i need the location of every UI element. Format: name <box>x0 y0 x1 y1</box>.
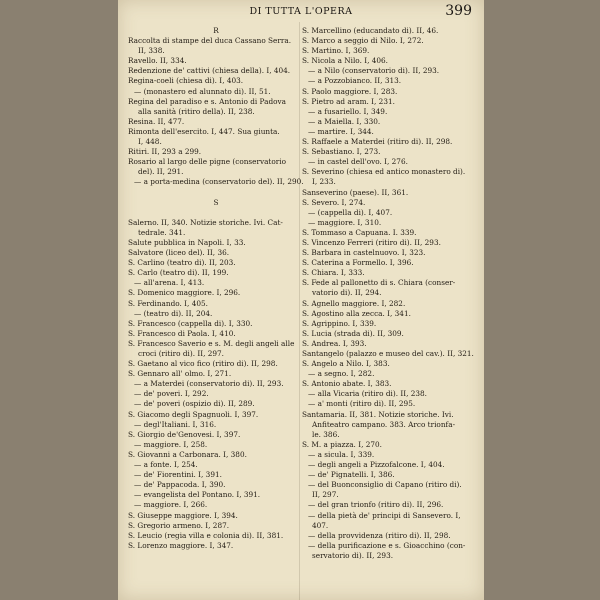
index-entry: Anfiteatro campano. 383. Arco trionfa- <box>312 419 456 429</box>
index-entry: S. Barbara in castelnuovo. I, 323. <box>302 248 426 258</box>
index-entry: — a porta-medina (conservatorio del). II, 290. <box>134 177 304 187</box>
index-entry: S. Domenico maggiore. I, 296. <box>128 288 241 298</box>
index-entry: tedrale. 341. <box>138 227 186 237</box>
index-entry: — in castel dell'ovo. I, 276. <box>308 157 408 167</box>
index-entry: S. Marco a seggio di Nilo. I, 272. <box>302 36 424 46</box>
index-entry: Salerno. II, 340. Notizie storiche. Ivi. Cat- <box>128 217 283 227</box>
index-entry: Ravello. II, 334. <box>128 56 187 66</box>
index-entry: — a' monti (ritiro di). II, 295. <box>308 399 416 409</box>
index-entry: Santangelo (palazzo e museo del cav.). II, 321. <box>302 349 474 358</box>
index-entry: Ritiri. II, 293 a 299. <box>128 147 202 157</box>
index-entry: — alla Vicaria (ritiro di). II, 238. <box>308 389 427 399</box>
index-entry: — all'arena. I, 413. <box>134 278 205 288</box>
running-header <box>118 6 484 22</box>
index-entry: del). II, 291. <box>138 167 184 177</box>
index-entry: S. Paolo maggiore. I, 283. <box>302 86 398 96</box>
section-letter: S <box>213 197 219 207</box>
index-entry: S. Lucia (strada di). II, 309. <box>302 328 404 338</box>
index-entry: S. Francesco Saverio e s. M. degli angeli alle <box>128 338 295 348</box>
index-entry: — de' poveri. I, 292. <box>134 389 209 399</box>
index-entry: Regina-coeli (chiesa di). I, 403. <box>128 76 244 86</box>
index-entry: S. Gaetano al vico fico (ritiro di). II, 298. <box>128 359 278 369</box>
index-entry: S. Agrippino. I, 339. <box>302 318 377 328</box>
index-entry: II, 297. <box>312 490 339 500</box>
index-column-left <box>128 26 304 551</box>
index-entry: S. Andrea. I, 393. <box>302 338 367 348</box>
index-entry: — a Nilo (conservatorio di). II, 293. <box>308 66 440 76</box>
index-entry: — maggiore. I, 310. <box>308 217 382 227</box>
index-entry: — martire. I, 344. <box>308 126 374 136</box>
index-entry: S. Tommaso a Capuana. I. 339. <box>302 227 417 237</box>
index-column-right <box>302 26 478 561</box>
index-entry: S. Giuseppe maggiore. I, 394. <box>128 510 238 520</box>
index-entry: — della pietà de' principi di Sansevero. I, <box>308 510 461 520</box>
index-entry: — a Pozzobianco. II, 313. <box>308 76 402 86</box>
index-entry: — a Maiella. I, 330. <box>308 116 381 126</box>
index-entry: — del gran trionfo (ritiro di). II, 296. <box>308 500 444 510</box>
index-entry: — de' Pappacoda. I, 390. <box>134 480 226 490</box>
index-entry: — (teatro di). II, 204. <box>134 308 213 318</box>
index-entry: S. Ferdinando. I, 405. <box>128 298 208 308</box>
index-entry: S. M. a piazza. I, 270. <box>302 439 382 449</box>
index-entry: — evangelista del Pontano. I, 391. <box>134 490 261 500</box>
index-entry: — della provvidenza (ritiro di). II, 298. <box>308 530 451 540</box>
index-entry: S. Carlo (teatro di). II, 199. <box>128 268 229 278</box>
index-entry: Resina. II, 477. <box>128 116 185 126</box>
index-entry: S. Marcellino (educandato di). II, 46. <box>302 26 439 35</box>
index-entry: vatorio di). II, 294. <box>312 288 382 298</box>
index-entry: — a segno. I, 282. <box>308 369 375 379</box>
index-entry: S. Nicola a Nilo. I, 406. <box>302 56 388 66</box>
index-entry: Salvatore (liceo del). II, 36. <box>128 248 230 258</box>
index-entry: — maggiore. I, 258. <box>134 439 208 449</box>
index-entry: alla sanità (ritiro della). II, 238. <box>138 106 255 116</box>
index-entry: S. Vincenzo Ferreri (ritiro di). II, 293. <box>302 237 441 247</box>
index-entry: S. Giacomo degli Spagnuoli. I, 397. <box>128 409 259 419</box>
index-entry: S. Antonio abate. I, 383. <box>302 379 392 389</box>
index-entry: — (monastero ed alunnato di). II, 51. <box>134 86 271 96</box>
index-entry: S. Pietro ad aram. I, 231. <box>302 96 395 106</box>
index-entry: Santamaria. II, 381. Notizie storiche. Ivi. <box>302 409 454 419</box>
index-entry: — a fonte. I, 254. <box>134 460 198 470</box>
index-entry: — de' poveri (ospizio di). II, 289. <box>134 399 255 409</box>
index-entry: servatorio di). II, 293. <box>312 550 394 560</box>
index-entry: — degl'Italiani. I, 316. <box>134 419 217 429</box>
book-page <box>118 0 484 600</box>
index-entry: Salute pubblica in Napoli. I, 33. <box>128 237 246 247</box>
index-entry: — (cappella di). I, 407. <box>308 207 393 217</box>
index-entry: — del Buonconsiglio di Capano (ritiro di). <box>308 480 462 490</box>
index-entry: S. Gregorio armeno. I, 287. <box>128 520 230 530</box>
index-entry: S. Giovanni a Carbonara. I, 380. <box>128 449 247 459</box>
index-entry: S. Agnello maggiore. I, 282. <box>302 298 406 308</box>
section-letter: R <box>213 26 219 35</box>
index-entry: — a Materdei (conservatorio di). II, 293. <box>134 379 284 389</box>
index-entry: S. Fede al pallonetto di s. Chiara (conser- <box>302 278 456 288</box>
index-entry: S. Carlino (teatro di). II, 203. <box>128 258 236 268</box>
index-entry <box>128 208 304 218</box>
page-number: 399 <box>445 3 472 19</box>
index-entry: II, 338. <box>138 46 165 56</box>
index-entry: S. Agostino alla zecca. I, 341. <box>302 308 411 318</box>
index-entry: S. Martino. I, 369. <box>302 46 370 56</box>
index-entry: S. Chiara. I, 333. <box>302 268 365 278</box>
header-title: DI TUTTA L'OPERA <box>249 6 353 17</box>
index-entry: S. Caterina a Formello. I, 396. <box>302 258 414 268</box>
index-entry: le. 386. <box>312 429 340 439</box>
index-entry <box>128 188 304 198</box>
index-entry: — a fusariello. I, 349. <box>308 106 388 116</box>
index-entry: Sanseverino (paese). II, 361. <box>302 187 409 197</box>
index-entry: S. Francesco (cappella di). I, 330. <box>128 318 253 328</box>
index-entry: S. Leucio (regia villa e colonia di). II, 381. <box>128 530 284 540</box>
index-entry: — de' Pignatelli. I, 386. <box>308 470 395 480</box>
index-entry: Rosario al largo delle pigne (conservatorio <box>128 157 286 167</box>
index-entry: — de' Fiorentini. I, 391. <box>134 470 222 480</box>
index-entry: 407. <box>312 520 329 530</box>
index-entry: S. Lorenzo maggiore. I, 347. <box>128 540 234 550</box>
index-entry: S. Raffaele a Materdei (ritiro di). II, 298. <box>302 137 453 147</box>
index-entry: — maggiore. I, 266. <box>134 500 208 510</box>
index-entry: S. Giorgio de'Genovesi. I, 397. <box>128 429 241 439</box>
index-entry: croci (ritiro di). II, 297. <box>138 349 224 358</box>
index-entry: S. Severo. I, 274. <box>302 197 366 207</box>
index-entry: Redenzione de' cattivi (chiesa della). I, 404. <box>128 66 291 76</box>
index-entry: — della purificazione e s. Gioacchino (con- <box>308 540 466 550</box>
index-entry: Regina del paradiso e s. Antonio di Padova <box>128 96 287 106</box>
index-entry: — a sicula. I, 339. <box>308 449 375 459</box>
index-entry: — degli angeli a Pizzofalcone. I, 404. <box>308 460 445 470</box>
index-entry: Raccolta di stampe del duca Cassano Serra. <box>128 36 292 46</box>
index-entry: S. Gennaro all' olmo. I, 271. <box>128 369 232 379</box>
index-entry: S. Severino (chiesa ed antico monastero di). <box>302 167 466 177</box>
index-entry: S. Sebastiano. I, 273. <box>302 147 381 157</box>
index-entry: S. Francesco di Paola. I, 410. <box>128 328 236 338</box>
index-entry: S. Angelo a Nilo. I, 383. <box>302 359 390 369</box>
index-entry: Rimonta dell'esercito. I, 447. Sua giunta. <box>128 126 280 136</box>
index-entry: I, 448. <box>138 137 162 147</box>
index-entry: I, 233. <box>312 177 336 187</box>
